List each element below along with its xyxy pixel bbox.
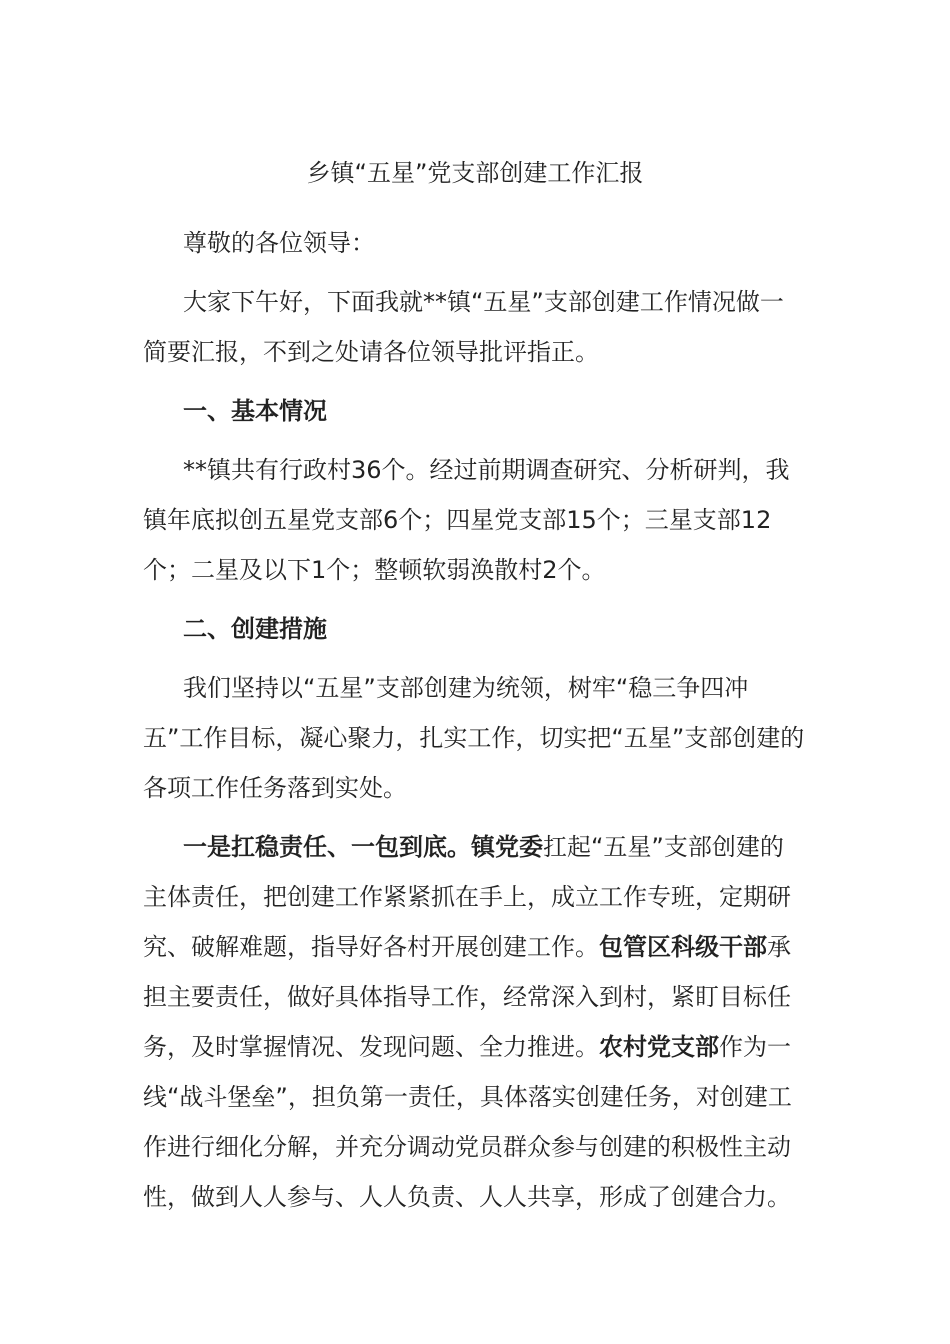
intro-paragraph: 大家下午好，下面我就**镇“五星”支部创建工作情况做一简要汇报，不到之处请各位领导批评指正。	[143, 288, 784, 366]
role-village-branch: 农村党支部	[599, 1033, 719, 1061]
role-town-party-committee: 镇党委	[471, 833, 543, 861]
section-heading-basic-situation: 一、基本情况	[183, 397, 327, 425]
role-village-branch-text: 作为一线“战斗堡垒”，担负第一责任，具体落实创建任务，对创建工作进行细化分解，并充分调动党员群众参与创建的积极性主动性，做到人人参与、人人负责、人人共享，形成了创建合力。	[143, 1033, 792, 1211]
measure-one-paragraph	[143, 822, 807, 1222]
role-town-party-committee-text: 扛起“五星”支部创建的主体责任，把创建工作紧紧抓在手上，成立工作专班，定期研究、破解难题，指导好各村开展创建工作。	[143, 833, 791, 961]
document-title: 乡镇“五星”党支部创建工作汇报	[306, 159, 644, 187]
measures-intro-paragraph: 我们坚持以“五星”支部创建为统领，树牢“稳三争四冲五”工作目标，凝心聚力，扎实工作，切实把“五星”支部创建的各项工作任务落到实处。	[143, 674, 805, 802]
salutation: 尊敬的各位领导：	[183, 229, 375, 257]
measure-one-lead: 一是扛稳责任、一包到底。	[183, 833, 471, 861]
document-body	[143, 218, 807, 1231]
role-district-cadres-text: 承担主要责任，做好具体指导工作，经常深入到村，紧盯目标任务，及时掌握情况、发现问题、全力推进。	[143, 933, 791, 1061]
basic-situation-paragraph: **镇共有行政村36个。经过前期调查研究、分析研判，我镇年底拟创五星党支部6个；四星党支部15个；三星支部12个；二星及以下1个；整顿软弱涣散村2个。	[143, 456, 790, 584]
section-heading-measures: 二、创建措施	[183, 615, 327, 643]
role-district-cadres: 包管区科级干部	[599, 933, 767, 961]
